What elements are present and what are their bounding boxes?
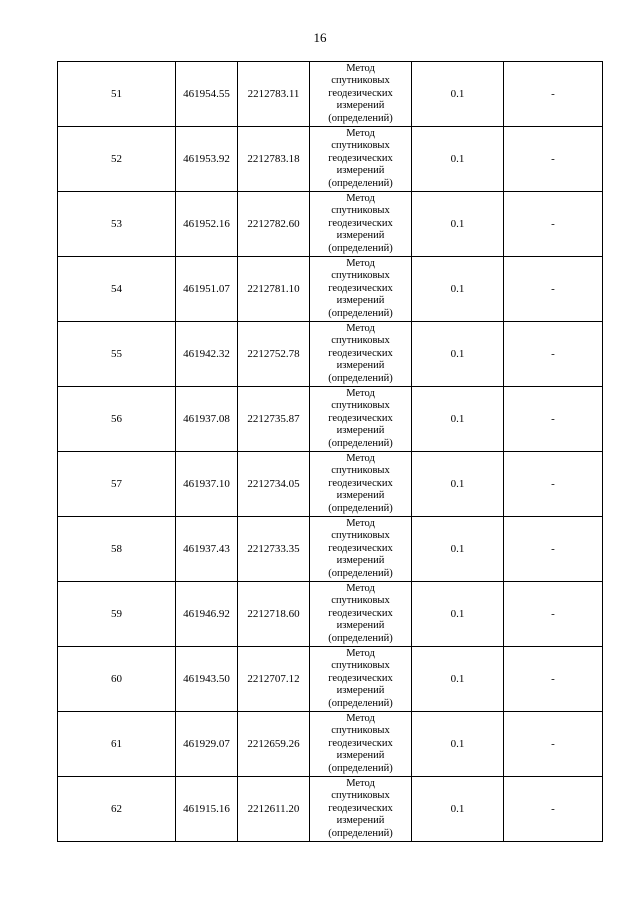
method-text-line: (определений) <box>328 112 393 124</box>
table-row <box>58 582 603 647</box>
note-cell: - <box>504 257 603 322</box>
method-text-line: спутниковых <box>331 660 390 672</box>
method-text-line: Метод <box>346 517 375 529</box>
method-text-line: измерений <box>336 620 385 632</box>
table-row <box>58 777 603 842</box>
table-row <box>58 322 603 387</box>
accuracy-cell: 0.1 <box>412 192 504 257</box>
coordinate-x-cell: 461937.08 <box>176 387 238 452</box>
accuracy-cell: 0.1 <box>412 582 504 647</box>
point-number-cell: 52 <box>58 127 176 192</box>
table-row <box>58 517 603 582</box>
note-cell: - <box>504 517 603 582</box>
accuracy-cell: 0.1 <box>412 62 504 127</box>
method-text-line: геодезических <box>328 412 393 424</box>
method-text-line: Метод <box>346 777 375 789</box>
point-number-cell: 54 <box>58 257 176 322</box>
method-text-line: геодезических <box>328 347 393 359</box>
accuracy-cell: 0.1 <box>412 712 504 777</box>
note-cell: - <box>504 387 603 452</box>
method-text-line: измерений <box>336 750 385 762</box>
method-text-line: геодезических <box>328 87 393 99</box>
method-cell <box>310 257 412 322</box>
point-number-cell: 56 <box>58 387 176 452</box>
note-cell: - <box>504 582 603 647</box>
coordinate-x-cell: 461929.07 <box>176 712 238 777</box>
point-number-cell: 57 <box>58 452 176 517</box>
method-cell <box>310 517 412 582</box>
method-cell <box>310 192 412 257</box>
method-text-line: спутниковых <box>331 465 390 477</box>
coordinate-x-cell: 461952.16 <box>176 192 238 257</box>
accuracy-cell: 0.1 <box>412 452 504 517</box>
method-text-line: спутниковых <box>331 270 390 282</box>
coordinate-x-cell: 461937.43 <box>176 517 238 582</box>
method-cell <box>310 62 412 127</box>
accuracy-cell: 0.1 <box>412 777 504 842</box>
table-row <box>58 192 603 257</box>
method-cell <box>310 712 412 777</box>
note-cell: - <box>504 192 603 257</box>
coordinate-y-cell: 2212733.35 <box>238 517 310 582</box>
note-cell: - <box>504 777 603 842</box>
coordinate-y-cell: 2212782.60 <box>238 192 310 257</box>
accuracy-cell: 0.1 <box>412 387 504 452</box>
method-text-line: Метод <box>346 452 375 464</box>
method-text-line: геодезических <box>328 607 393 619</box>
coordinate-x-cell: 461942.32 <box>176 322 238 387</box>
accuracy-cell: 0.1 <box>412 517 504 582</box>
accuracy-cell: 0.1 <box>412 322 504 387</box>
coordinate-x-cell: 461946.92 <box>176 582 238 647</box>
coordinate-x-cell: 461954.55 <box>176 62 238 127</box>
note-cell: - <box>504 452 603 517</box>
method-text-line: Метод <box>346 192 375 204</box>
table-row <box>58 257 603 322</box>
coordinate-y-cell: 2212734.05 <box>238 452 310 517</box>
method-text-line: спутниковых <box>331 140 390 152</box>
table-row <box>58 387 603 452</box>
coordinate-x-cell: 461943.50 <box>176 647 238 712</box>
method-text-line: измерений <box>336 165 385 177</box>
method-text-line: (определений) <box>328 502 393 514</box>
table-row <box>58 712 603 777</box>
method-cell <box>310 647 412 712</box>
coordinate-x-cell: 461951.07 <box>176 257 238 322</box>
coordinate-y-cell: 2212783.11 <box>238 62 310 127</box>
method-text-line: Метод <box>346 257 375 269</box>
coordinate-y-cell: 2212783.18 <box>238 127 310 192</box>
coordinate-y-cell: 2212659.26 <box>238 712 310 777</box>
method-text-line: измерений <box>336 360 385 372</box>
method-text-line: Метод <box>346 647 375 659</box>
point-number-cell: 59 <box>58 582 176 647</box>
method-cell <box>310 582 412 647</box>
method-text-line: измерений <box>336 815 385 827</box>
point-number-cell: 51 <box>58 62 176 127</box>
point-number-cell: 60 <box>58 647 176 712</box>
method-text-line: спутниковых <box>331 75 390 87</box>
note-cell: - <box>504 62 603 127</box>
method-text-line: (определений) <box>328 697 393 709</box>
coordinate-y-cell: 2212707.12 <box>238 647 310 712</box>
accuracy-cell: 0.1 <box>412 647 504 712</box>
method-text-line: Метод <box>346 62 375 74</box>
accuracy-cell: 0.1 <box>412 127 504 192</box>
method-text-line: измерений <box>336 685 385 697</box>
method-text-line: измерений <box>336 490 385 502</box>
method-cell <box>310 452 412 517</box>
table-row <box>58 647 603 712</box>
method-text-line: геодезических <box>328 737 393 749</box>
method-cell <box>310 322 412 387</box>
method-text-line: (определений) <box>328 437 393 449</box>
method-text-line: геодезических <box>328 542 393 554</box>
coordinate-y-cell: 2212611.20 <box>238 777 310 842</box>
coordinate-y-cell: 2212735.87 <box>238 387 310 452</box>
point-number-cell: 62 <box>58 777 176 842</box>
method-text-line: измерений <box>336 295 385 307</box>
method-text-line: измерений <box>336 230 385 242</box>
method-text-line: (определений) <box>328 177 393 189</box>
method-text-line: спутниковых <box>331 335 390 347</box>
method-text-line: Метод <box>346 127 375 139</box>
table-row <box>58 127 603 192</box>
point-number-cell: 61 <box>58 712 176 777</box>
method-text-line: Метод <box>346 322 375 334</box>
method-text-line: Метод <box>346 387 375 399</box>
note-cell: - <box>504 322 603 387</box>
method-text-line: геодезических <box>328 802 393 814</box>
coordinate-x-cell: 461915.16 <box>176 777 238 842</box>
coordinate-y-cell: 2212781.10 <box>238 257 310 322</box>
table-row <box>58 62 603 127</box>
method-text-line: Метод <box>346 712 375 724</box>
coordinates-table-body <box>58 62 603 842</box>
method-text-line: (определений) <box>328 827 393 839</box>
point-number-cell: 55 <box>58 322 176 387</box>
method-cell <box>310 387 412 452</box>
coordinate-x-cell: 461937.10 <box>176 452 238 517</box>
method-text-line: (определений) <box>328 242 393 254</box>
method-text-line: спутниковых <box>331 205 390 217</box>
method-text-line: спутниковых <box>331 595 390 607</box>
note-cell: - <box>504 647 603 712</box>
table-row <box>58 452 603 517</box>
coordinate-x-cell: 461953.92 <box>176 127 238 192</box>
method-text-line: измерений <box>336 425 385 437</box>
method-text-line: геодезических <box>328 217 393 229</box>
point-number-cell: 53 <box>58 192 176 257</box>
method-text-line: измерений <box>336 555 385 567</box>
note-cell: - <box>504 712 603 777</box>
method-text-line: спутниковых <box>331 400 390 412</box>
method-text-line: геодезических <box>328 282 393 294</box>
note-cell: - <box>504 127 603 192</box>
method-cell <box>310 127 412 192</box>
method-text-line: (определений) <box>328 307 393 319</box>
method-text-line: (определений) <box>328 567 393 579</box>
coordinate-y-cell: 2212718.60 <box>238 582 310 647</box>
method-text-line: (определений) <box>328 632 393 644</box>
method-text-line: (определений) <box>328 762 393 774</box>
accuracy-cell: 0.1 <box>412 257 504 322</box>
method-text-line: спутниковых <box>331 530 390 542</box>
method-text-line: измерений <box>336 100 385 112</box>
method-text-line: геодезических <box>328 477 393 489</box>
method-cell <box>310 777 412 842</box>
method-text-line: геодезических <box>328 152 393 164</box>
coordinate-y-cell: 2212752.78 <box>238 322 310 387</box>
page-number: 16 <box>313 30 327 45</box>
coordinates-table <box>57 61 603 842</box>
method-text-line: геодезических <box>328 672 393 684</box>
method-text-line: спутниковых <box>331 725 390 737</box>
method-text-line: Метод <box>346 582 375 594</box>
point-number-cell: 58 <box>58 517 176 582</box>
method-text-line: (определений) <box>328 372 393 384</box>
method-text-line: спутниковых <box>331 790 390 802</box>
